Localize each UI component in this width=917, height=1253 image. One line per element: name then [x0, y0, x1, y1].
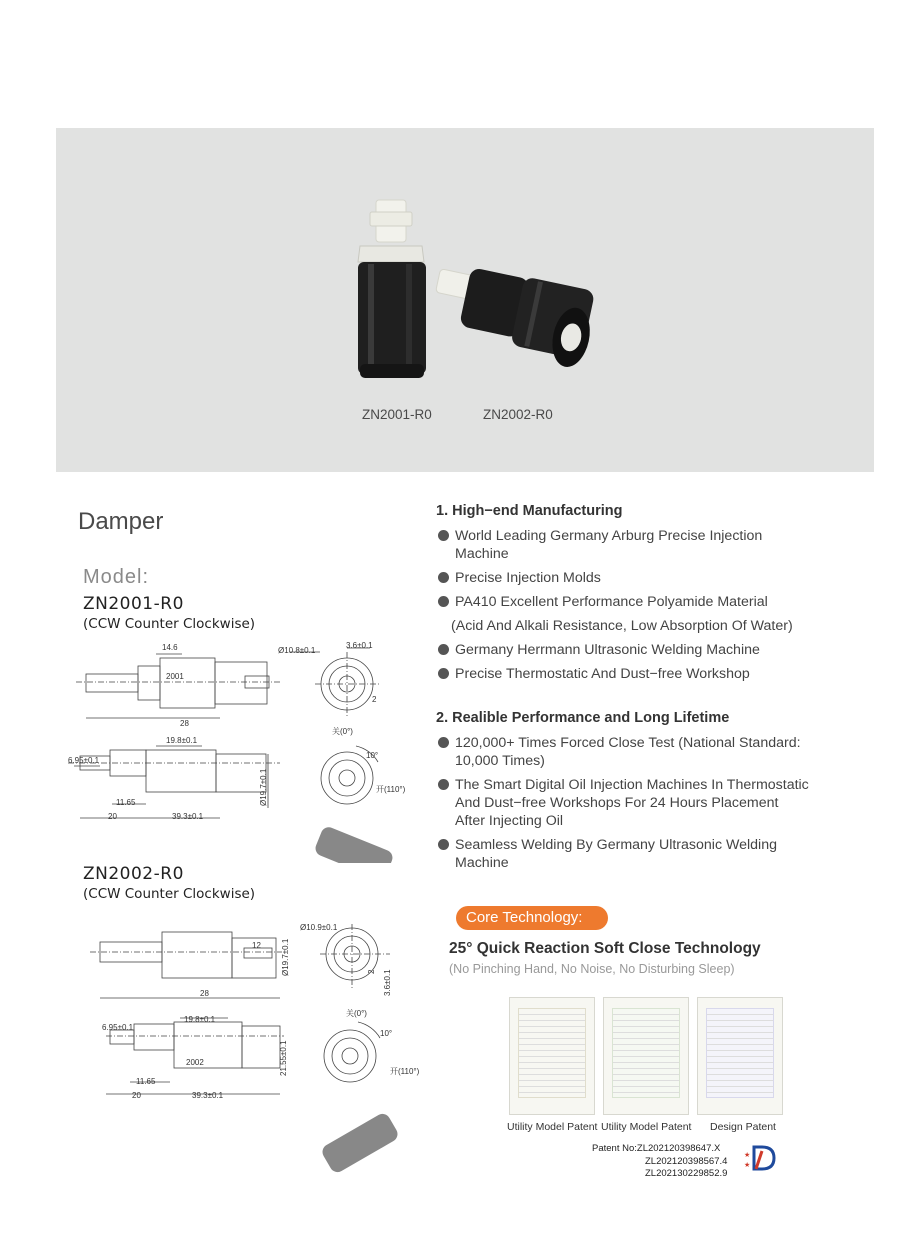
drawing-1-3d-view: [313, 825, 395, 863]
dim-diam-10-9: Ø10.9±0.1: [300, 923, 338, 932]
feature-item-continued: And Dust−free Workshops For 24 Hours Placement: [455, 795, 779, 811]
model-label: Model:: [83, 566, 150, 588]
open-angle-label: 开(110°): [376, 785, 406, 794]
certificate-image-3: [697, 997, 783, 1115]
patent-number-2: ZL202120398567.4: [645, 1156, 728, 1167]
feature-item: PA410 Excellent Performance Polyamide Material: [436, 593, 793, 611]
features-heading-2: 2. Realible Performance and Long Lifetime: [436, 710, 730, 726]
dim-11-65-b: 11.65: [136, 1077, 156, 1086]
feature-item: The Smart Digital Oil Injection Machines In Thermostatic: [436, 776, 809, 794]
core-technology-subtitle: (No Pinching Hand, No Noise, No Disturbing Sleep): [449, 962, 735, 976]
part-number-2001: 2001: [166, 672, 184, 681]
hero-label-zn2001: ZN2001-R0: [362, 407, 432, 422]
feature-item: 120,000+ Times Forced Close Test (National Standard:: [436, 734, 809, 752]
bullet-icon: [438, 668, 449, 679]
open-angle-label-b: 开(110°): [390, 1067, 420, 1076]
dim-39-3: 39.3±0.1: [172, 812, 204, 821]
drawing-2-3d-view: [320, 1111, 401, 1175]
damper-zn2002-image: [426, 259, 599, 371]
dim-diam-10-8: Ø10.8±0.1: [278, 646, 316, 655]
core-technology-badge: Core Technology:: [456, 906, 608, 930]
dim-2-b: 2: [367, 969, 376, 974]
technical-drawing-zn2001: [60, 638, 440, 863]
model-1-name: ZN2001-R0: [83, 594, 184, 614]
close-angle-label-b: 关(0°): [346, 1009, 367, 1018]
dim-39-3-b: 39.3±0.1: [192, 1091, 224, 1100]
feature-item: Precise Injection Molds: [436, 569, 793, 587]
svg-text:★: ★: [744, 1152, 751, 1159]
product-photo: [56, 128, 874, 472]
dim-20: 20: [108, 812, 117, 821]
feature-item-continued: Machine: [455, 855, 509, 871]
patent-number-1: Patent No:ZL202120398647.X: [592, 1143, 721, 1154]
core-technology-title: 25° Quick Reaction Soft Close Technology: [449, 940, 761, 957]
model-2-direction: (CCW Counter Clockwise): [83, 886, 256, 902]
dim-2: 2: [372, 695, 377, 704]
dim-12: 12: [252, 941, 261, 950]
certificate-image-1: [509, 997, 595, 1115]
feature-item-continued: After Injecting Oil: [455, 813, 564, 829]
certificate-caption-1: Utility Model Patent: [507, 1121, 598, 1133]
bullet-icon: [438, 572, 449, 583]
model-1-direction: (CCW Counter Clockwise): [83, 616, 256, 632]
angle-10-label-b: 10°: [380, 1029, 393, 1038]
feature-item: World Leading Germany Arburg Precise Injection: [436, 527, 793, 545]
dim-21-55: 21.55±0.1: [279, 1040, 288, 1076]
dim-19-8-b: 19.8±0.1: [184, 1015, 216, 1024]
patent-number-3: ZL202130229852.9: [645, 1168, 728, 1179]
dim-6-95-b: 6.95±0.1: [102, 1023, 134, 1032]
feature-item-continued: 10,000 Times): [455, 753, 545, 769]
svg-text:★: ★: [744, 1162, 751, 1169]
dim-28: 28: [180, 719, 189, 728]
bullet-icon: [438, 596, 449, 607]
features-heading-1: 1. High−end Manufacturing: [436, 503, 623, 519]
dim-28-b: 28: [200, 989, 209, 998]
features-list-2: [436, 734, 809, 872]
certificate-caption-3: Design Patent: [710, 1121, 776, 1133]
dim-3-6: 3.6±0.1: [346, 641, 373, 650]
dim-diam-19-7-b: Ø19.7±0.1: [281, 938, 290, 976]
dim-19-8: 19.8±0.1: [166, 736, 198, 745]
dim-3-6-b: 3.6±0.1: [383, 969, 392, 996]
dim-diam-19-7: Ø19.7±0.1: [259, 768, 268, 806]
feature-item-continued: (Acid And Alkali Resistance, Low Absorption Of Water): [451, 618, 793, 634]
model-2-name: ZN2002-R0: [83, 864, 184, 884]
certificate-caption-2: Utility Model Patent: [601, 1121, 692, 1133]
dim-6-95: 6.95±0.1: [68, 756, 100, 765]
technical-drawing-zn2002: [60, 918, 440, 1178]
dim-20-b: 20: [132, 1091, 141, 1100]
bullet-icon: [438, 779, 449, 790]
bullet-icon: [438, 737, 449, 748]
part-number-2002: 2002: [186, 1058, 204, 1067]
close-angle-label: 关(0°): [332, 727, 353, 736]
section-title: Damper: [78, 508, 164, 535]
bullet-icon: [438, 839, 449, 850]
feature-item: Germany Herrmann Ultrasonic Welding Machine: [436, 641, 793, 659]
damper-zn2001-image: [358, 200, 426, 378]
patent-logo-icon: [742, 1143, 776, 1173]
bullet-icon: [438, 644, 449, 655]
bullet-icon: [438, 530, 449, 541]
angle-10-label: 10°: [366, 751, 379, 760]
hero-panel: [56, 128, 874, 472]
features-list-1: [436, 527, 793, 683]
feature-item: Seamless Welding By Germany Ultrasonic Welding: [436, 836, 809, 854]
certificate-image-2: [603, 997, 689, 1115]
dim-14-6: 14.6: [162, 643, 178, 652]
feature-item: Precise Thermostatic And Dust−free Workshop: [436, 665, 793, 683]
feature-item-continued: Machine: [455, 546, 509, 562]
hero-label-zn2002: ZN2002-R0: [483, 407, 553, 422]
dim-11-65: 11.65: [116, 798, 136, 807]
